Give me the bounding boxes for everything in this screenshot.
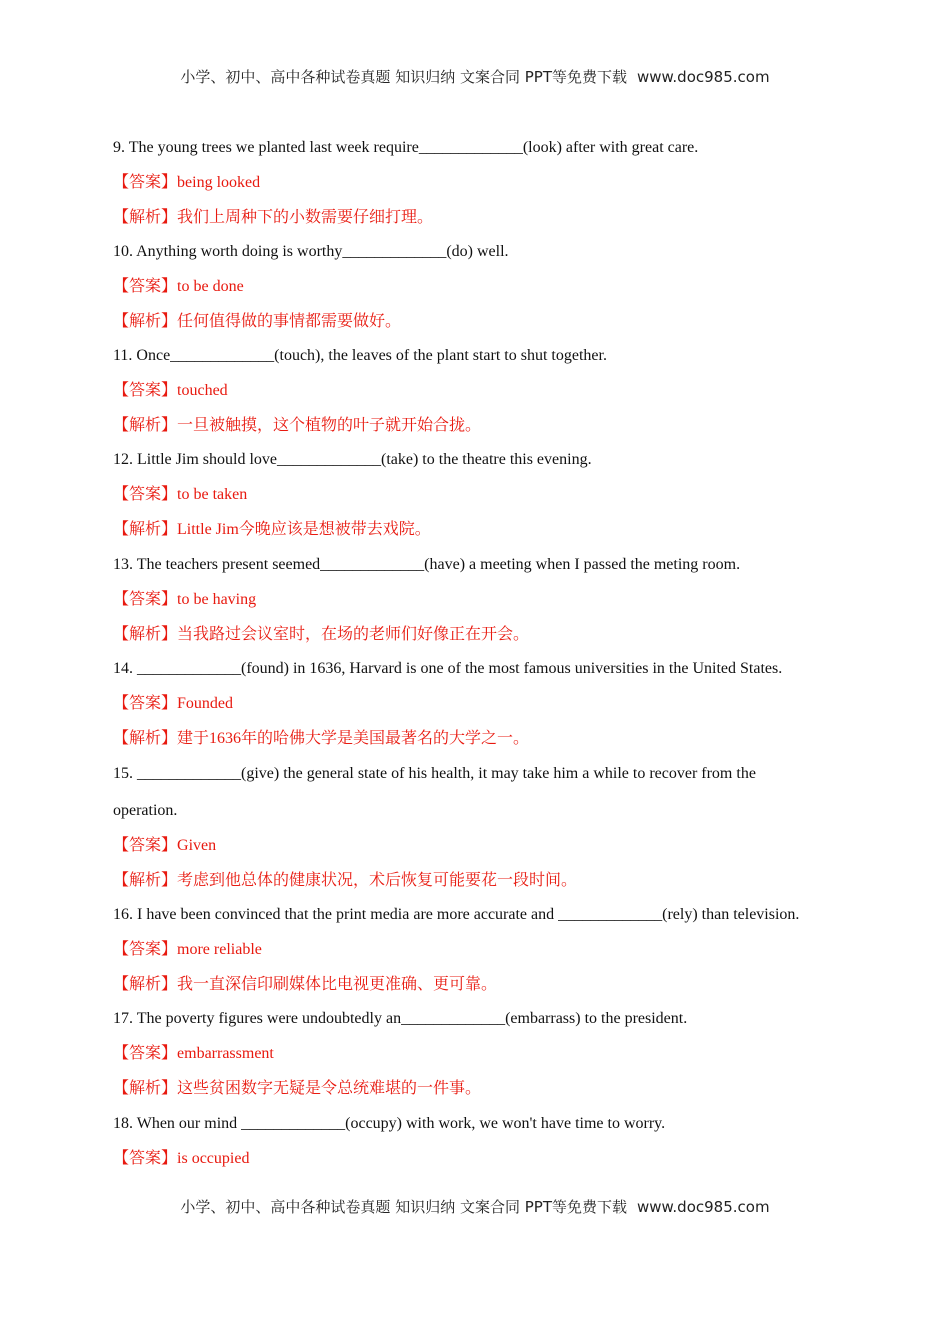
explanation-13 [113,625,843,645]
answer-9 [113,173,843,193]
answer-label: 【答案】 [113,695,178,712]
footer-text: 小学、初中、高中各种试卷真题 知识归纳 文案合同 PPT等免费下载 [180,1198,627,1216]
footer-url[interactable]: www.doc985.com [636,1198,770,1216]
question-9: 9. The young trees we planted last week require_____________(look) after with great care. [113,139,699,156]
page-footer [0,1196,950,1217]
answer-label: 【答案】 [113,591,178,608]
answer-label: 【答案】 [113,278,178,295]
explain-label: 【解析】 [113,976,178,993]
explain-label: 【解析】 [113,417,178,434]
explain-label: 【解析】 [113,521,178,538]
question-10: 10. Anything worth doing is worthy_____________(do) well. [113,243,509,260]
answer-text: to be done [177,278,244,295]
explanation-9 [113,208,843,228]
explain-label: 【解析】 [113,209,178,226]
question-15: 15. _____________(give) the general state of his health, it may take him a while to recover from the [113,765,756,782]
explanation-14 [113,729,843,749]
explain-label: 【解析】 [113,1080,178,1097]
explain-label: 【解析】 [113,626,178,643]
explanation-text: 我一直深信印刷媒体比电视更准确、更可靠。 [177,976,498,993]
answer-text: embarrassment [177,1045,274,1062]
explanation-12 [113,520,843,540]
explanation-text: 一旦被触摸，这个植物的叶子就开始合拢。 [177,417,482,434]
header-text: 小学、初中、高中各种试卷真题 知识归纳 文案合同 PPT等免费下载 [180,68,627,86]
question-17: 17. The poverty figures were undoubtedly an_____________(embarrass) to the president. [113,1010,688,1027]
explanation-text: 任何值得做的事情都需要做好。 [177,313,402,330]
page-header [0,66,950,87]
question-11: 11. Once_____________(touch), the leaves of the plant start to shut together. [113,347,607,364]
answer-label: 【答案】 [113,382,178,399]
answer-13 [113,590,843,610]
question-18: 18. When our mind _____________(occupy) with work, we won't have time to worry. [113,1115,666,1132]
question-12: 12. Little Jim should love_____________(take) to the theatre this evening. [113,451,592,468]
answer-text: to be taken [177,486,248,503]
explain-label: 【解析】 [113,872,178,889]
answer-17 [113,1044,843,1064]
explanation-17 [113,1079,843,1099]
answer-10 [113,277,843,297]
answer-text: is occupied [177,1150,250,1167]
answer-16 [113,940,843,960]
answer-label: 【答案】 [113,486,178,503]
explanation-text: 考虑到他总体的健康状况，术后恢复可能要花一段时间。 [177,872,578,889]
answer-label: 【答案】 [113,1150,178,1167]
answer-label: 【答案】 [113,1045,178,1062]
answer-label: 【答案】 [113,941,178,958]
explanation-15 [113,871,843,891]
explanation-text: 当我路过会议室时，在场的老师们好像正在开会。 [177,626,530,643]
explanation-10 [113,312,843,332]
answer-label: 【答案】 [113,837,178,854]
answer-15 [113,836,843,856]
explanation-16 [113,975,843,995]
answer-text: Given [177,837,217,854]
answer-label: 【答案】 [113,174,178,191]
explanation-text: 建于1636年的哈佛大学是美国最著名的大学之一。 [177,730,530,747]
answer-text: being looked [177,174,261,191]
question-15-continued: operation. [113,802,178,819]
answer-text: to be having [177,591,257,608]
answer-text: Founded [177,695,234,712]
question-16: 16. I have been convinced that the print media are more accurate and _____________(rely) than television. [113,906,800,923]
header-url[interactable]: www.doc985.com [636,68,770,86]
explain-label: 【解析】 [113,313,178,330]
answer-11 [113,381,843,401]
answer-text: touched [177,382,228,399]
answer-18 [113,1149,843,1169]
question-14: 14. _____________(found) in 1636, Harvard is one of the most famous universities in the United States. [113,660,783,677]
explain-label: 【解析】 [113,730,178,747]
question-13: 13. The teachers present seemed_____________(have) a meeting when I passed the meting room. [113,556,741,573]
answer-12 [113,485,843,505]
explanation-text: Little Jim今晚应该是想被带去戏院。 [177,521,431,538]
explanation-text: 我们上周种下的小数需要仔细打理。 [177,209,434,226]
answer-14 [113,694,843,714]
explanation-11 [113,416,843,436]
explanation-text: 这些贫困数字无疑是令总统难堪的一件事。 [177,1080,482,1097]
answer-text: more reliable [177,941,262,958]
